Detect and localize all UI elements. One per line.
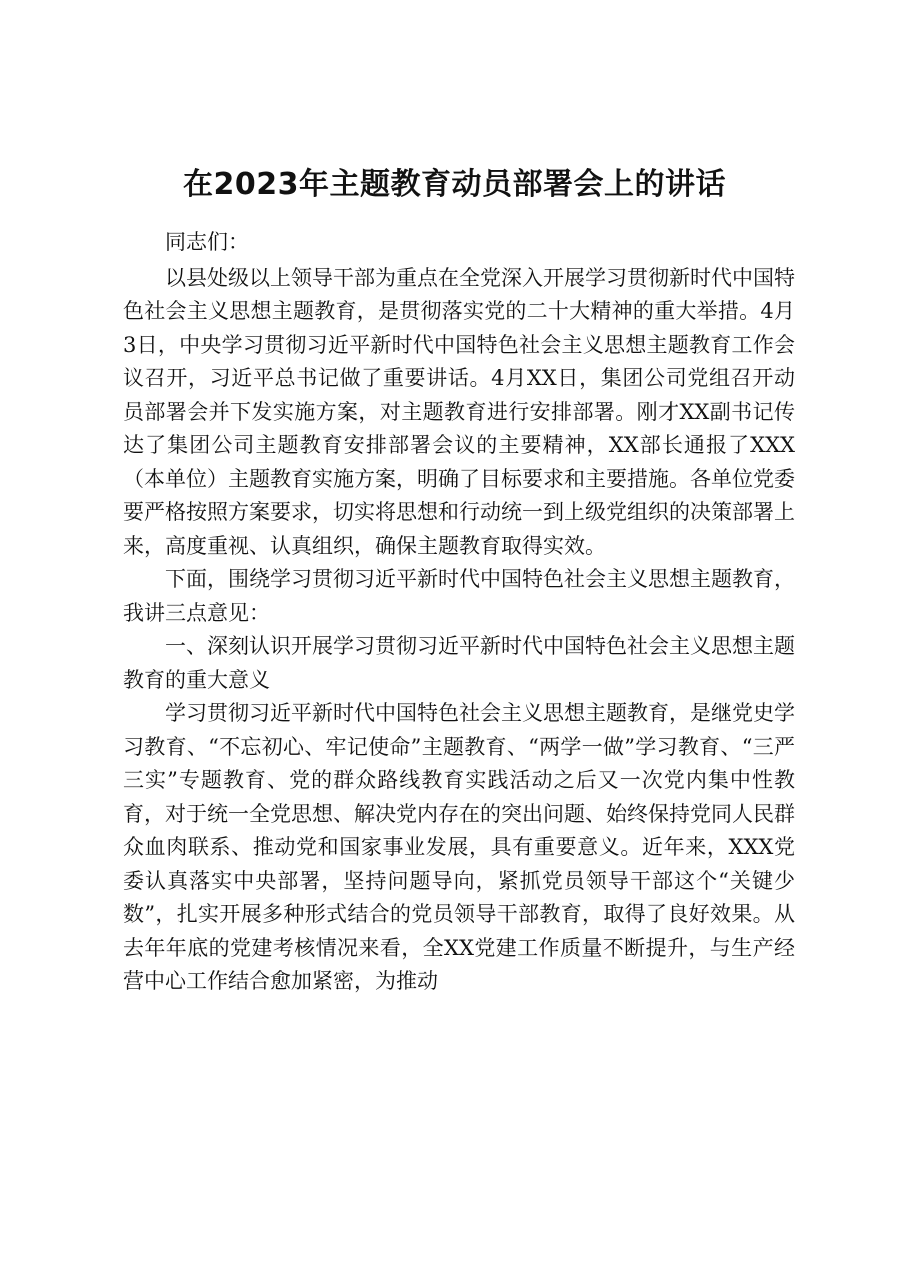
document-body — [123, 226, 795, 999]
section-heading-one: 一、深刻认识开展学习贯彻习近平新时代中国特色社会主义思想主题教育的重大意义 — [123, 634, 795, 692]
paragraph-intro: 以县处级以上领导干部为重点在全党深入开展学习贯彻新时代中国特色社会主义思想主题教育，是贯彻落实党的二十大精神的重大举措。4月3日，中央学习贯彻习近平新时代中国特色社会主义思想主题教育工作会议召开，习近平总书记做了重要讲话。4月XX日，集团公司党组召开动员部署会并下发实施方案，对主题教育进行安排部署。刚才XX副书记传达了集团公司主题教育安排部署会议的主要精神，XX部长通报了XXX（本单位）主题教育实施方案，明确了目标要求和主要措施。各单位党委要严格按照方案要求，切实将思想和行动统一到上级党组织的决策部署上来，高度重视、认真组织，确保主题教育取得实效。 — [123, 265, 795, 558]
paragraph-significance: 学习贯彻习近平新时代中国特色社会主义思想主题教育，是继党史学习教育、“不忘初心、牢记使命”主题教育、“两学一做”学习教育、“三严三实”专题教育、党的群众路线教育实践活动之后又一次党内集中性教育，对于统一全党思想、解决党内存在的突出问题、始终保持党同人民群众血肉联系、推动党和国家事业发展，具有重要意义。近年来，XXX党委认真落实中央部署，坚持问题导向，紧抓党员领导干部这个“关键少数”，扎实开展多种形式结合的党员领导干部教育，取得了良好效果。从去年年底的党建考核情况来看，全XX党建工作质量不断提升，与生产经营中心工作结合愈加紧密，为推动 — [123, 701, 795, 993]
paragraph-transition: 下面，围绕学习贯彻习近平新时代中国特色社会主义思想主题教育，我讲三点意见： — [123, 567, 795, 625]
document-title: 在2023年主题教育动员部署会上的讲话 — [183, 167, 726, 202]
salutation: 同志们： — [165, 230, 249, 254]
